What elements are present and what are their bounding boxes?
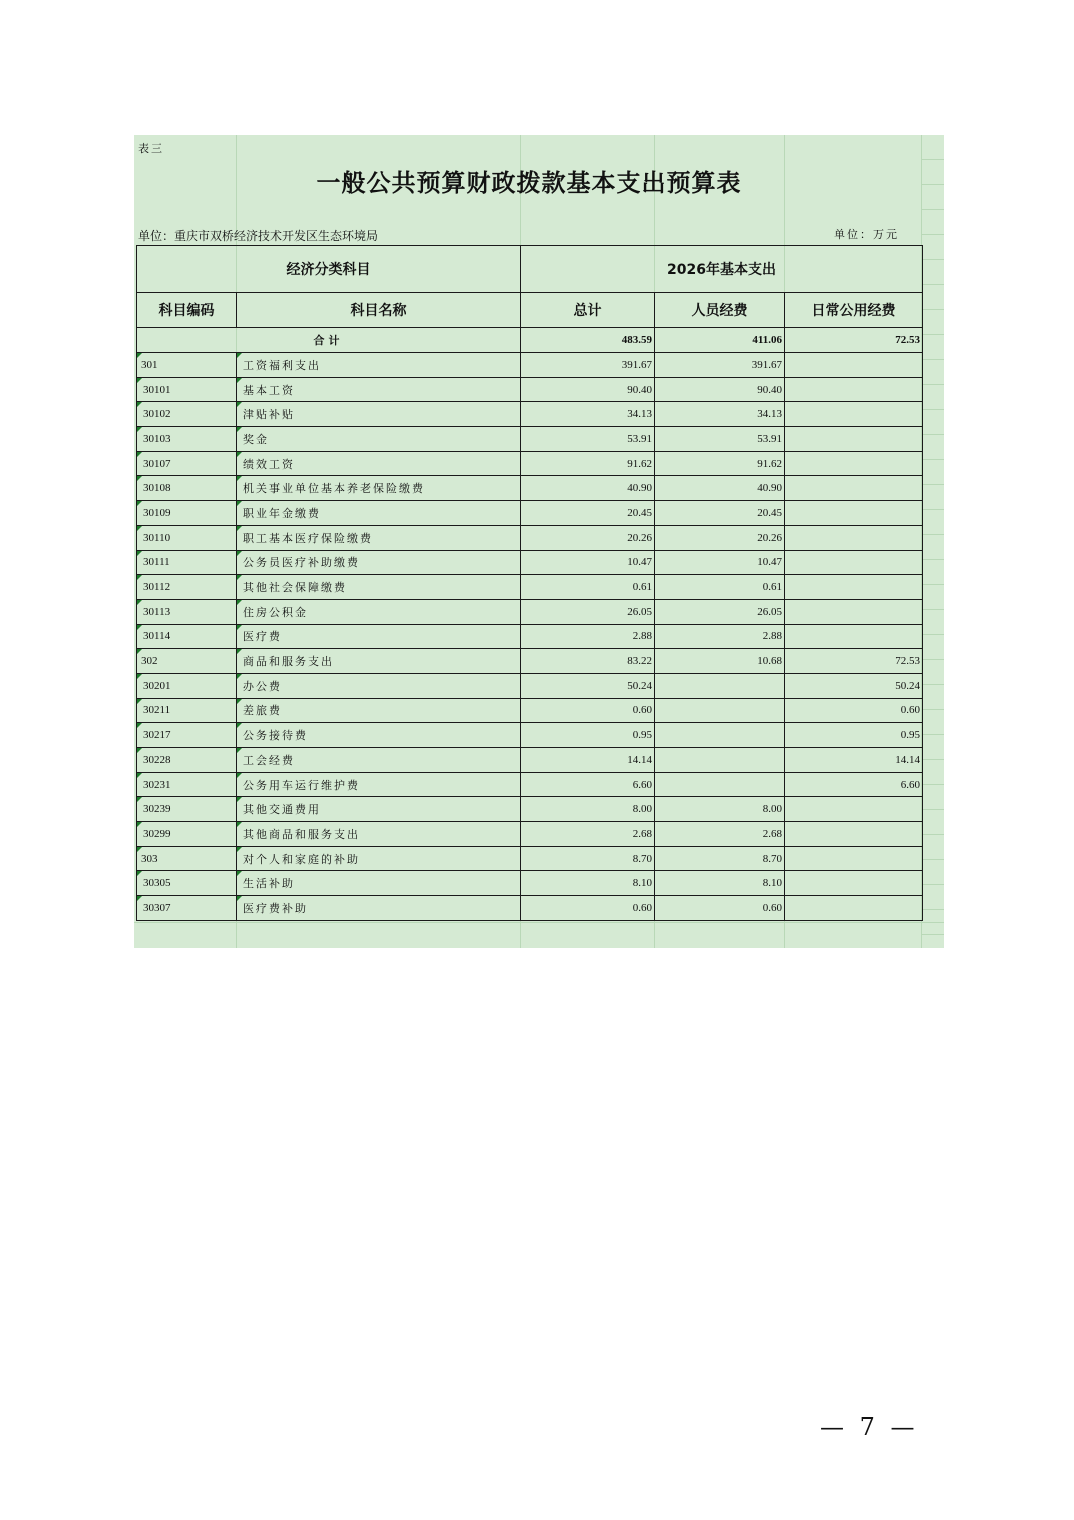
header-economic-category: 经济分类科目 — [137, 246, 521, 293]
row-personnel: 26.05 — [655, 599, 785, 624]
header-public: 日常公用经费 — [785, 293, 923, 328]
row-total: 14.14 — [521, 748, 655, 773]
row-name: 差旅费 — [237, 698, 521, 723]
row-total: 26.05 — [521, 599, 655, 624]
row-name: 其他交通费用 — [237, 797, 521, 822]
row-total: 20.45 — [521, 501, 655, 526]
row-total: 0.61 — [521, 575, 655, 600]
table-row — [137, 673, 923, 698]
table-row — [137, 698, 923, 723]
row-public — [785, 871, 923, 896]
row-personnel — [655, 698, 785, 723]
table-row — [137, 353, 923, 378]
table-label: 表三 — [138, 142, 164, 155]
header-column-row — [137, 293, 923, 328]
row-name: 工资福利支出 — [237, 353, 521, 378]
row-code: 30113 — [137, 599, 237, 624]
row-code: 30305 — [137, 871, 237, 896]
row-public — [785, 525, 923, 550]
row-personnel: 90.40 — [655, 377, 785, 402]
page-number: — 7 — — [820, 1413, 919, 1441]
table-row — [137, 723, 923, 748]
table-row — [137, 772, 923, 797]
row-code: 30112 — [137, 575, 237, 600]
row-personnel — [655, 772, 785, 797]
row-public — [785, 624, 923, 649]
row-personnel — [655, 748, 785, 773]
total-label: 合计 — [137, 328, 521, 353]
unit-currency: 单位：万元 — [834, 228, 899, 241]
row-public: 14.14 — [785, 748, 923, 773]
row-personnel: 40.90 — [655, 476, 785, 501]
row-public — [785, 402, 923, 427]
table-row — [137, 451, 923, 476]
row-public: 0.95 — [785, 723, 923, 748]
row-name: 机关事业单位基本养老保险缴费 — [237, 476, 521, 501]
row-code: 303 — [137, 846, 237, 871]
table-row — [137, 501, 923, 526]
row-name: 商品和服务支出 — [237, 649, 521, 674]
row-name: 对个人和家庭的补助 — [237, 846, 521, 871]
row-name: 奖金 — [237, 427, 521, 452]
row-code: 30109 — [137, 501, 237, 526]
table-row — [137, 748, 923, 773]
row-public — [785, 427, 923, 452]
row-total: 2.68 — [521, 822, 655, 847]
row-name: 公务员医疗补助缴费 — [237, 550, 521, 575]
row-personnel: 2.88 — [655, 624, 785, 649]
row-name: 公务用车运行维护费 — [237, 772, 521, 797]
row-personnel: 0.61 — [655, 575, 785, 600]
row-personnel: 53.91 — [655, 427, 785, 452]
row-total: 6.60 — [521, 772, 655, 797]
row-total: 2.88 — [521, 624, 655, 649]
row-name: 生活补助 — [237, 871, 521, 896]
row-total: 8.70 — [521, 846, 655, 871]
row-public — [785, 822, 923, 847]
table-row — [137, 797, 923, 822]
row-personnel: 91.62 — [655, 451, 785, 476]
unit-organization: 单位：重庆市双桥经济技术开发区生态环境局 — [138, 229, 379, 243]
table-row — [137, 871, 923, 896]
row-code: 30239 — [137, 797, 237, 822]
row-total: 0.60 — [521, 698, 655, 723]
row-code: 30102 — [137, 402, 237, 427]
row-total: 0.95 — [521, 723, 655, 748]
row-personnel — [655, 723, 785, 748]
row-code: 30211 — [137, 698, 237, 723]
row-total: 34.13 — [521, 402, 655, 427]
row-code: 30108 — [137, 476, 237, 501]
row-code: 30217 — [137, 723, 237, 748]
row-public — [785, 377, 923, 402]
row-personnel: 10.68 — [655, 649, 785, 674]
row-total: 90.40 — [521, 377, 655, 402]
spreadsheet-area — [134, 135, 944, 948]
row-personnel: 8.00 — [655, 797, 785, 822]
row-total: 8.00 — [521, 797, 655, 822]
table-row — [137, 822, 923, 847]
row-public — [785, 550, 923, 575]
table-body — [137, 328, 923, 921]
header-group-row — [137, 246, 923, 293]
table-row — [137, 402, 923, 427]
row-total: 50.24 — [521, 673, 655, 698]
row-total: 391.67 — [521, 353, 655, 378]
row-code: 30307 — [137, 896, 237, 921]
sheet-bottom-rows — [134, 922, 944, 949]
row-personnel: 20.26 — [655, 525, 785, 550]
row-code: 302 — [137, 649, 237, 674]
row-total: 91.62 — [521, 451, 655, 476]
row-personnel — [655, 673, 785, 698]
row-public — [785, 451, 923, 476]
row-public — [785, 797, 923, 822]
row-personnel: 391.67 — [655, 353, 785, 378]
row-name: 津贴补贴 — [237, 402, 521, 427]
row-public — [785, 599, 923, 624]
table-row — [137, 846, 923, 871]
row-code: 30231 — [137, 772, 237, 797]
row-name: 医疗费补助 — [237, 896, 521, 921]
row-personnel: 0.60 — [655, 896, 785, 921]
row-name: 办公费 — [237, 673, 521, 698]
row-total: 20.26 — [521, 525, 655, 550]
row-total: 8.10 — [521, 871, 655, 896]
table-row — [137, 377, 923, 402]
row-personnel: 2.68 — [655, 822, 785, 847]
row-public: 50.24 — [785, 673, 923, 698]
table-row — [137, 476, 923, 501]
table-row — [137, 599, 923, 624]
row-public — [785, 501, 923, 526]
row-name: 工会经费 — [237, 748, 521, 773]
row-personnel: 8.70 — [655, 846, 785, 871]
table-row — [137, 624, 923, 649]
row-name: 其他商品和服务支出 — [237, 822, 521, 847]
sheet-gridlines — [922, 135, 944, 948]
row-total: 83.22 — [521, 649, 655, 674]
row-code: 30103 — [137, 427, 237, 452]
row-name: 绩效工资 — [237, 451, 521, 476]
row-code: 301 — [137, 353, 237, 378]
row-code: 30107 — [137, 451, 237, 476]
total-personnel: 411.06 — [655, 328, 785, 353]
table-row — [137, 525, 923, 550]
row-total: 53.91 — [521, 427, 655, 452]
total-public: 72.53 — [785, 328, 923, 353]
row-personnel: 10.47 — [655, 550, 785, 575]
row-public — [785, 846, 923, 871]
row-public — [785, 476, 923, 501]
row-code: 30111 — [137, 550, 237, 575]
row-public — [785, 353, 923, 378]
row-public — [785, 896, 923, 921]
row-public: 0.60 — [785, 698, 923, 723]
total-sum: 483.59 — [521, 328, 655, 353]
row-code: 30299 — [137, 822, 237, 847]
row-personnel: 34.13 — [655, 402, 785, 427]
row-total: 40.90 — [521, 476, 655, 501]
row-code: 30114 — [137, 624, 237, 649]
row-name: 职工基本医疗保险缴费 — [237, 525, 521, 550]
row-public: 72.53 — [785, 649, 923, 674]
row-name: 公务接待费 — [237, 723, 521, 748]
row-total: 0.60 — [521, 896, 655, 921]
header-name: 科目名称 — [237, 293, 521, 328]
row-total: 10.47 — [521, 550, 655, 575]
row-code: 30101 — [137, 377, 237, 402]
table-row — [137, 575, 923, 600]
row-personnel: 20.45 — [655, 501, 785, 526]
row-name: 其他社会保障缴费 — [237, 575, 521, 600]
table-row — [137, 427, 923, 452]
row-name: 医疗费 — [237, 624, 521, 649]
budget-table — [136, 245, 923, 921]
row-name: 职业年金缴费 — [237, 501, 521, 526]
table-row — [137, 649, 923, 674]
table-row — [137, 550, 923, 575]
header-total: 总计 — [521, 293, 655, 328]
row-public — [785, 575, 923, 600]
header-personnel: 人员经费 — [655, 293, 785, 328]
row-personnel: 8.10 — [655, 871, 785, 896]
page-title: 一般公共预算财政拨款基本支出预算表 — [316, 168, 742, 197]
table-row — [137, 896, 923, 921]
row-code: 30201 — [137, 673, 237, 698]
header-code: 科目编码 — [137, 293, 237, 328]
row-name: 住房公积金 — [237, 599, 521, 624]
row-code: 30110 — [137, 525, 237, 550]
row-public: 6.60 — [785, 772, 923, 797]
row-code: 30228 — [137, 748, 237, 773]
header-year-expenditure: 2026年基本支出 — [521, 246, 923, 293]
row-name: 基本工资 — [237, 377, 521, 402]
total-row — [137, 328, 923, 353]
